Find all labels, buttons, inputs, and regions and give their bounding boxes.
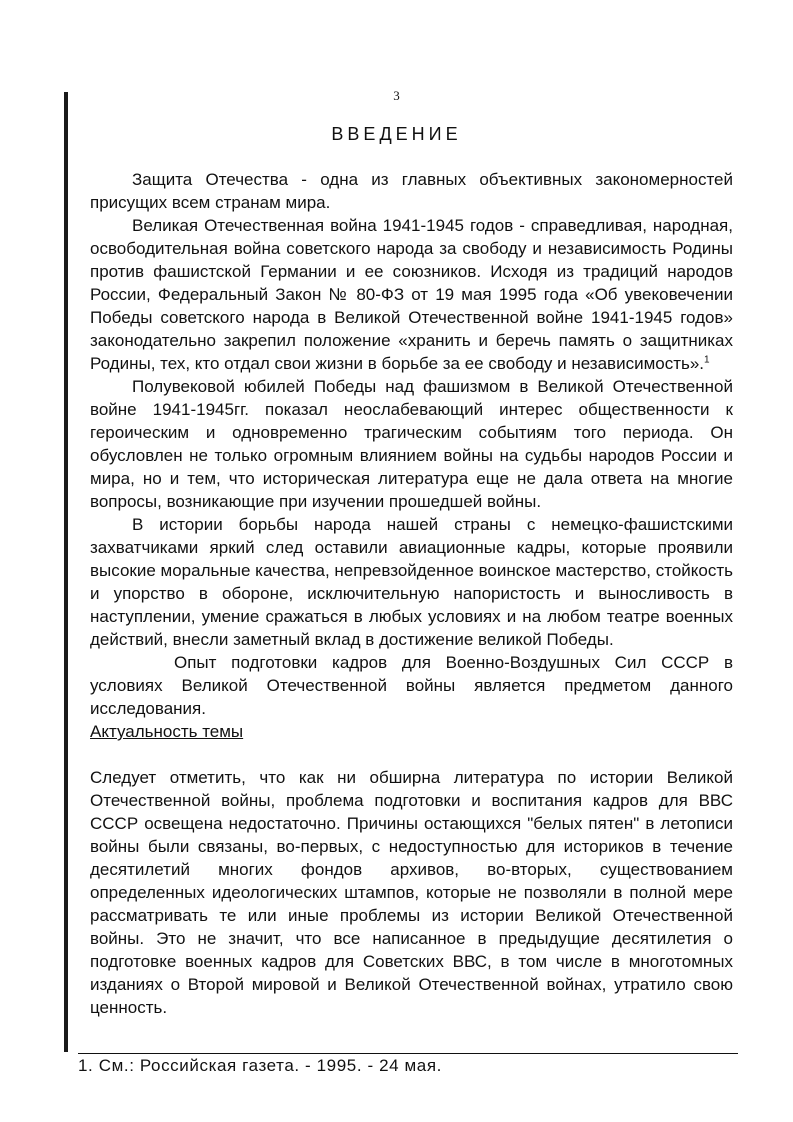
paragraph-2 — [90, 214, 733, 375]
paragraph-2-text: Великая Отечественная война 1941-1945 годов - справедливая, народная, освободительная война советского народа за свободу и независимость Родины против фашистской Германии и ее союзников. Исходя из традиций народов России, Федеральный Закон № 80-ФЗ от 19 мая 1995 года «Об увековечении Победы советского народа в Великой Отечественной войне 1941-1945 годов» законодательно закрепил положение «хранить и беречь память о защитниках Родины, тех, кто отдал свои жизни в борьбе за ее свободу и независимость». — [90, 216, 733, 373]
section-spacer — [90, 743, 733, 766]
page-title: ВВЕДЕНИЕ — [331, 124, 462, 144]
paragraph-5: Опыт подготовки кадров для Военно-Воздушных Сил СССР в условиях Великой Отечественной войны является предметом данного исследования. — [90, 653, 733, 718]
body-text — [90, 168, 733, 1019]
section-heading: Актуальность темы — [90, 722, 244, 741]
paragraph-1: Защита Отечества - одна из главных объективных закономерностей присущих всем странам мира. — [90, 170, 733, 212]
footnote-divider — [78, 1053, 738, 1054]
page-number: 3 — [393, 88, 400, 103]
footnote-reference: 1 — [704, 354, 710, 366]
footnote: 1. См.: Российская газета. - 1995. - 24 мая. — [78, 1056, 442, 1075]
paragraph-3: Полувековой юбилей Победы над фашизмом в Великой Отечественной войне 1941-1945гг. показал неослабевающий интерес общественности к героическим и одновременно трагическим событиям того периода. Он обусловлен не только огромным влиянием войны на судьбы народов России и мира, но и тем, что историческая литература еще не дала ответа на многие вопросы, возникающие при изучении прошедшей войны. — [90, 377, 733, 511]
scan-edge-mark — [64, 92, 68, 1052]
section-paragraph: Следует отметить, что как ни обширна литература по истории Великой Отечественной войны, проблема подготовки и воспитания кадров для ВВС СССР освещена недостаточно. Причины остающихся "белых пятен" в летописи войны были связаны, во-первых, с недоступностью для историков в течение десятилетий многих фондов архивов, во-вторых, существованием определенных идеологических штампов, которые не позволяли в полной мере рассматривать те или иные проблемы из истории Великой Отечественной войны. Это не значит, что все написанное в предыдущие десятилетия о подготовке военных кадров для Советских ВВС, в том числе в многотомных изданиях о Второй мировой и Великой Отечественной войнах, утратило свою ценность. — [90, 768, 733, 1017]
paragraph-4: В истории борьбы народа нашей страны с немецко-фашистскими захватчиками яркий след оставили авиационные кадры, которые проявили высокие моральные качества, непревзойденное воинское мастерство, стойкость и упорство в обороне, исключительную напористость и выносливость в наступлении, умение сражаться в любых условиях и на любом театре военных действий, внесли заметный вклад в достижение великой Победы. — [90, 515, 733, 649]
